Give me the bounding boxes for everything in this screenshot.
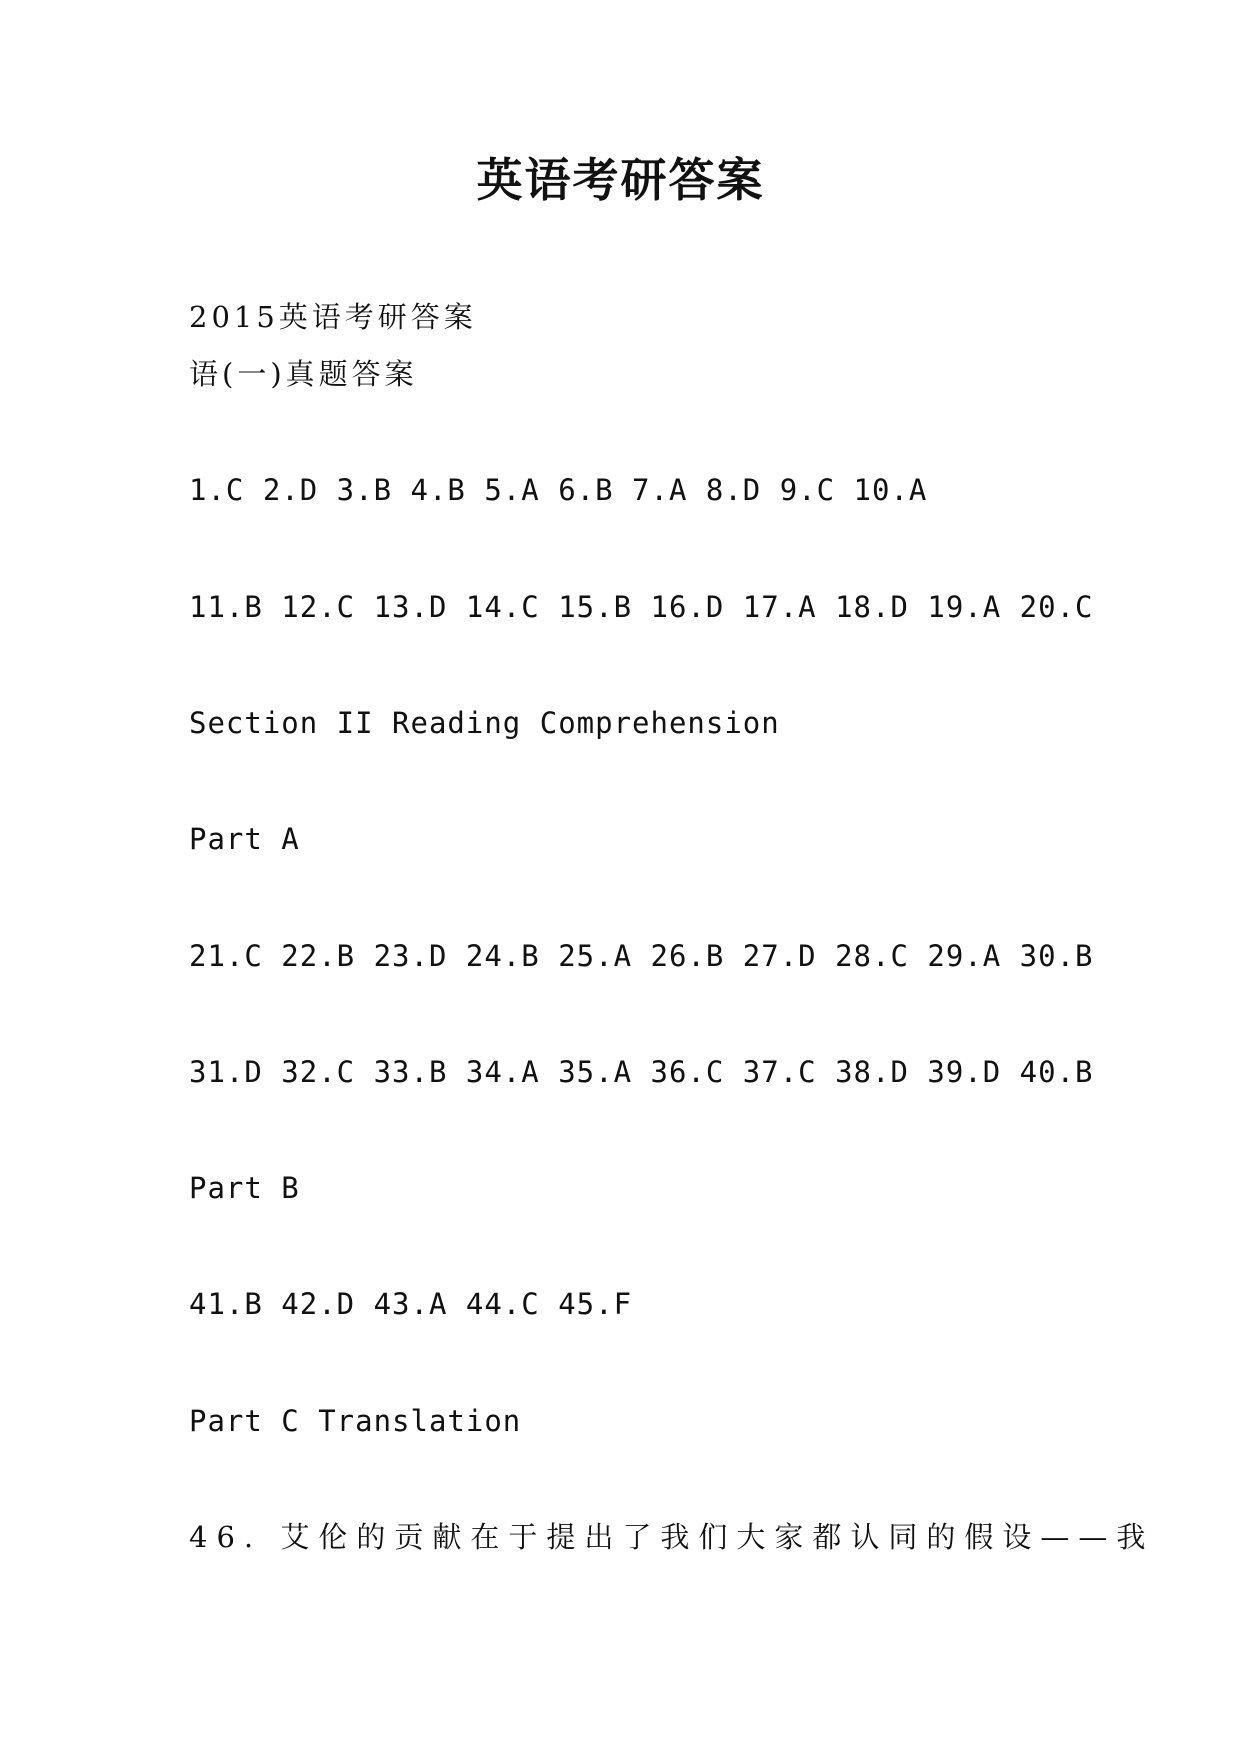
answers-21-30: 21.C 22.B 23.D 24.B 25.A 26.B 27.D 28.C 29.A 30.B bbox=[189, 939, 1094, 973]
subtitle-paper: 语(一)真题答案 bbox=[189, 357, 418, 391]
part-a-heading: Part A bbox=[189, 822, 300, 856]
answers-41-45: 41.B 42.D 43.A 44.C 45.F bbox=[189, 1287, 633, 1321]
answers-1-10: 1.C 2.D 3.B 4.B 5.A 6.B 7.A 8.D 9.C 10.A bbox=[189, 473, 928, 507]
answers-11-20: 11.B 12.C 13.D 14.C 15.B 16.D 17.A 18.D 19.A 20.C bbox=[189, 590, 1094, 624]
part-c-heading: Part C Translation bbox=[189, 1404, 522, 1438]
answers-31-40: 31.D 32.C 33.B 34.A 35.A 36.C 37.C 38.D 39.D 40.B bbox=[189, 1055, 1094, 1089]
page-title: 英语考研答案 bbox=[476, 153, 765, 207]
section-heading: Section II Reading Comprehension bbox=[189, 706, 780, 740]
part-b-heading: Part B bbox=[189, 1171, 300, 1205]
translation-46: 46. 艾伦的贡献在于提出了我们大家都认同的假设——我 bbox=[189, 1520, 1155, 1554]
subtitle-year: 2015英语考研答案 bbox=[189, 300, 477, 334]
